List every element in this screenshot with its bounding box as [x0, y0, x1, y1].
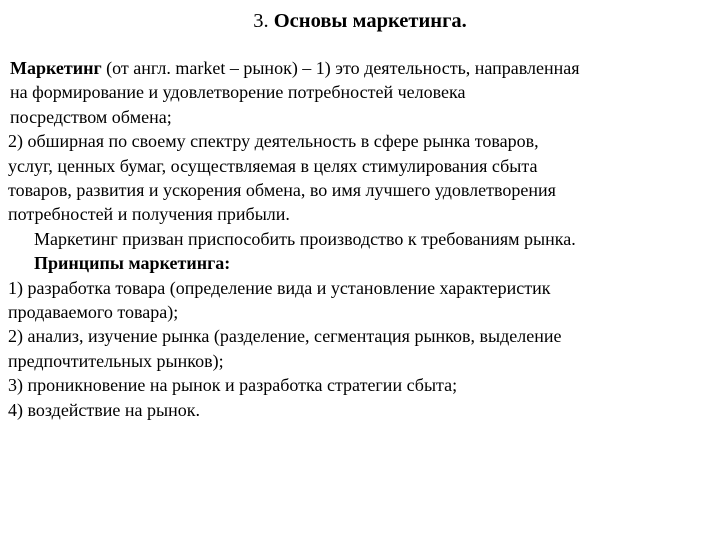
definition-line-3: посредством обмена;	[10, 106, 172, 127]
principle-item-2	[8, 324, 716, 373]
principles-heading	[8, 251, 716, 275]
principle-2-line-1: 2) анализ, изучение рынка (разделение, сегментация рынков, выделение	[8, 326, 562, 347]
definition-line-1-rest: (от англ. market – рынок) – 1) это деятельность, направленная	[101, 58, 580, 78]
definition-line-2: на формирование и удовлетворение потребностей человека	[10, 82, 466, 103]
title-number: 3.	[253, 10, 269, 32]
definition2-line-4: потребностей и получения прибыли.	[8, 204, 290, 225]
slide-title	[0, 8, 720, 34]
principles-heading-text: Принципы маркетинга:	[34, 253, 231, 274]
purpose-paragraph	[8, 227, 716, 251]
definition-paragraph	[8, 56, 716, 129]
principle-4-line-1: 4) воздействие на рынок.	[8, 399, 201, 420]
purpose-text: Маркетинг призван приспособить производство к требованиям рынка.	[34, 228, 576, 249]
definition-line-1	[10, 56, 716, 80]
principle-2-line-2: предпочтительных рынков);	[8, 350, 224, 371]
title-text: Основы маркетинга.	[273, 10, 467, 32]
definition2-line-1: 2) обширная по своему спектру деятельность в сфере рынка товаров,	[8, 131, 539, 152]
principle-1-line-1: 1) разработка товара (определение вида и установление характеристик	[8, 277, 551, 298]
definition2-paragraph	[8, 129, 716, 227]
definition-term: Маркетинг	[10, 58, 102, 78]
principle-1-line-2: продаваемого товара);	[8, 302, 179, 323]
principle-3-line-1: 3) проникновение на рынок и разработка стратегии сбыта;	[8, 375, 458, 396]
principle-item-3	[8, 373, 716, 397]
principle-item-4	[8, 398, 716, 422]
principle-item-1	[8, 276, 716, 325]
definition2-line-2: услуг, ценных бумаг, осуществляемая в целях стимулирования сбыта	[8, 155, 538, 176]
slide-body	[8, 56, 716, 422]
definition2-line-3: товаров, развития и ускорения обмена, во имя лучшего удовлетворения	[8, 180, 556, 201]
